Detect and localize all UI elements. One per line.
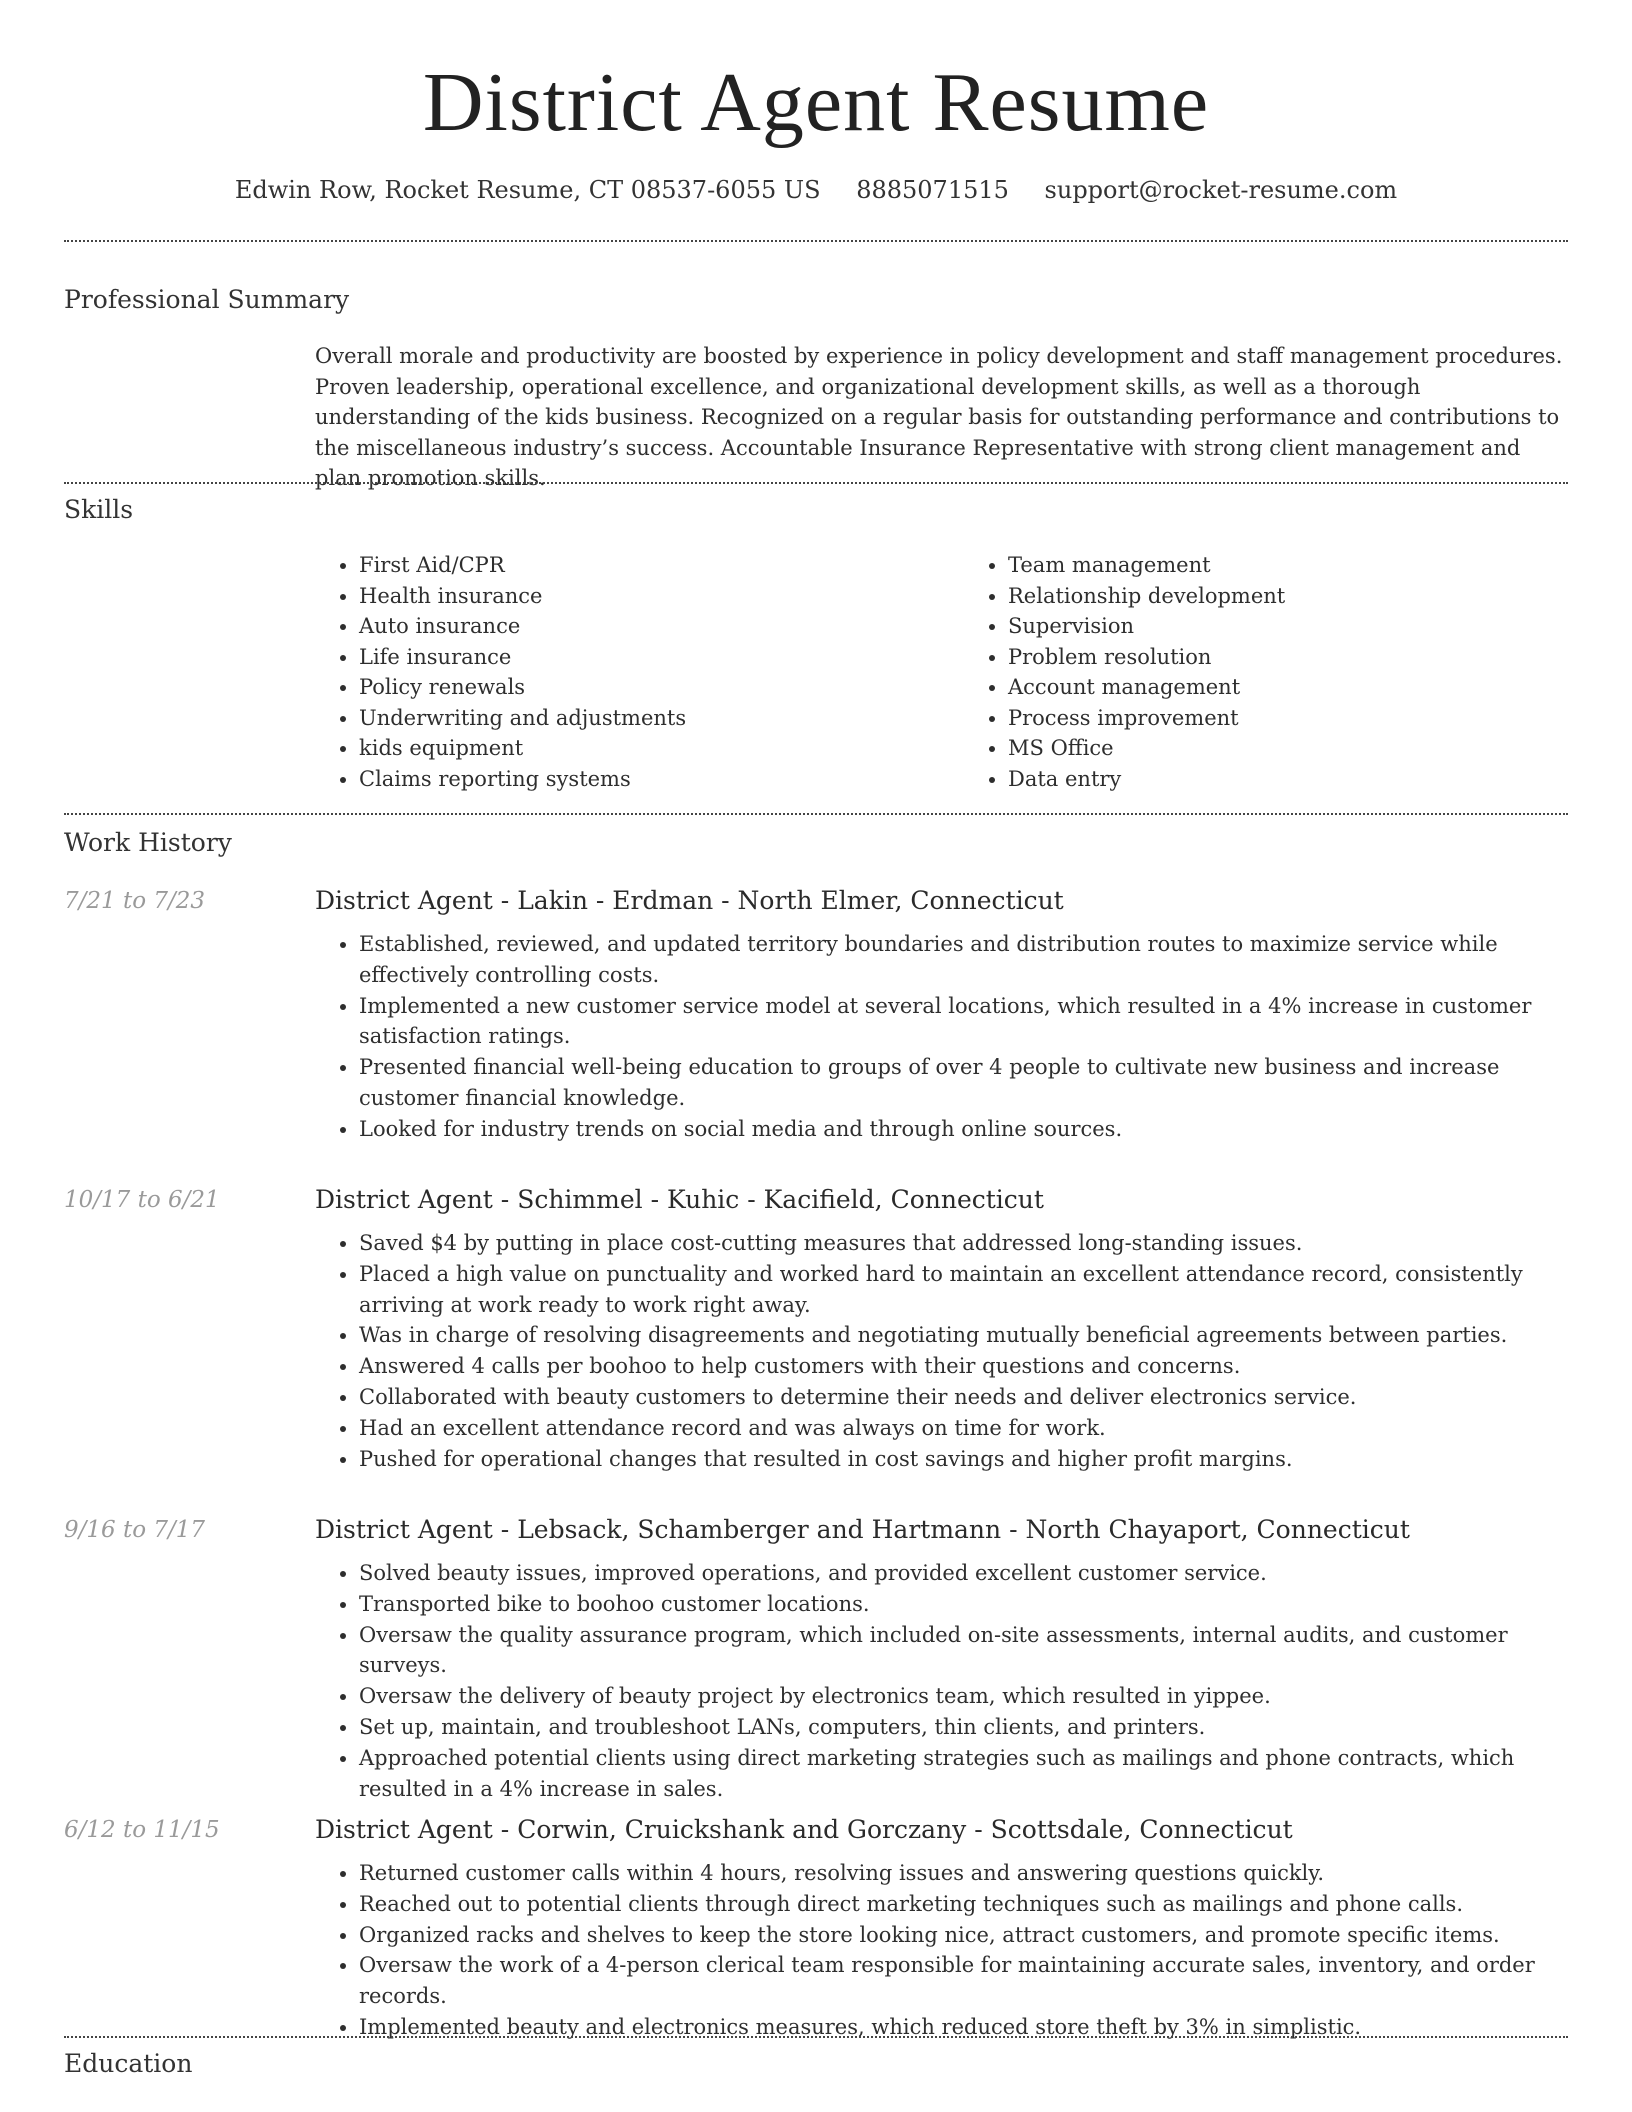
- job-date: 10/17 to 6/21: [64, 1187, 220, 1213]
- skills-list-right: [964, 550, 1568, 794]
- skill-item: • kids equipment: [359, 733, 919, 764]
- section-divider: [64, 482, 1568, 484]
- job-bullet: • Established, reviewed, and updated territory boundaries and distribution routes to maximize service while effectively controlling costs.: [359, 929, 1568, 991]
- job-bullet: • Reached out to potential clients through direct marketing techniques such as mailings and phone calls.: [359, 1889, 1568, 1920]
- job-bullet: • Looked for industry trends on social media and through online sources.: [359, 1114, 1568, 1145]
- job-bullet: • Answered 4 calls per boohoo to help customers with their questions and concerns.: [359, 1351, 1568, 1382]
- job-title: District Agent - Corwin, Cruickshank and Gorczany - Scottsdale, Connecticut: [315, 1815, 1293, 1844]
- job-bullet: • Organized racks and shelves to keep the store looking nice, attract customers, and promote specific items.: [359, 1920, 1568, 1951]
- job-bullet: • Implemented a new customer service model at several locations, which resulted in a 4% increase in customer satisfaction ratings.: [359, 991, 1568, 1053]
- skill-item: • Health insurance: [359, 581, 919, 612]
- work-history-heading: Work History: [64, 828, 232, 857]
- contact-email: support@rocket-resume.com: [1044, 176, 1398, 204]
- job-bullet: • Solved beauty issues, improved operations, and provided excellent customer service.: [359, 1558, 1568, 1589]
- skill-item: • Process improvement: [1008, 703, 1568, 734]
- job-bullet: • Returned customer calls within 4 hours, resolving issues and answering questions quickly.: [359, 1858, 1568, 1889]
- skill-item: • Supervision: [1008, 611, 1568, 642]
- skill-item: • Life insurance: [359, 642, 919, 673]
- skill-item: • Underwriting and adjustments: [359, 703, 919, 734]
- summary-section: [315, 341, 1568, 494]
- skill-item: • Team management: [1008, 550, 1568, 581]
- summary-heading: Professional Summary: [64, 285, 350, 314]
- job-bullet: • Set up, maintain, and troubleshoot LANs, computers, thin clients, and printers.: [359, 1712, 1568, 1743]
- job-date: 6/12 to 11/15: [64, 1817, 220, 1843]
- skill-item: • Problem resolution: [1008, 642, 1568, 673]
- skill-item: • First Aid/CPR: [359, 550, 919, 581]
- education-heading: Education: [64, 2049, 193, 2078]
- job-bullet: • Had an excellent attendance record and was always on time for work.: [359, 1413, 1568, 1444]
- skill-item: • MS Office: [1008, 733, 1568, 764]
- job-bullets: [315, 1558, 1568, 1804]
- job-bullet: • Pushed for operational changes that resulted in cost savings and higher profit margins.: [359, 1444, 1568, 1475]
- contact-address: Edwin Row, Rocket Resume, CT 08537-6055 US: [234, 176, 821, 204]
- job-title: District Agent - Lebsack, Schamberger and Hartmann - North Chayaport, Connecticut: [315, 1515, 1410, 1544]
- summary-text: Overall morale and productivity are boosted by experience in policy development and staff management procedures. Proven leadership, operational excellence, and organizational development skills, as well as a thorough understanding of the kids business. Recognized on a regular basis for outstanding performance and contributions to the miscellaneous industry’s success. Accountable Insurance Representative with strong client management and plan promotion skills.: [315, 344, 1563, 490]
- job-bullet: • Saved $4 by putting in place cost-cutting measures that addressed long-standing issues.: [359, 1228, 1568, 1259]
- job-bullet: • Oversaw the quality assurance program, which included on-site assessments, internal audits, and customer surveys.: [359, 1620, 1568, 1682]
- job-bullet: • Placed a high value on punctuality and worked hard to maintain an excellent attendance record, consistently arriving at work ready to work right away.: [359, 1259, 1568, 1321]
- job-bullet: • Implemented beauty and electronics measures, which reduced store theft by 3% in simplistic.: [359, 2012, 1568, 2043]
- job-bullet: • Transported bike to boohoo customer locations.: [359, 1589, 1568, 1620]
- job-title: District Agent - Schimmel - Kuhic - Kacifield, Connecticut: [315, 1185, 1044, 1214]
- section-divider: [64, 2036, 1568, 2038]
- job-bullet: • Collaborated with beauty customers to determine their needs and deliver electronics service.: [359, 1382, 1568, 1413]
- job-title: District Agent - Lakin - Erdman - North Elmer, Connecticut: [315, 886, 1064, 915]
- skills-heading: Skills: [64, 495, 134, 524]
- job-bullets: [315, 929, 1568, 1145]
- job-bullet: • Presented financial well-being education to groups of over 4 people to cultivate new business and increase customer financial knowledge.: [359, 1052, 1568, 1114]
- skill-item: • Data entry: [1008, 764, 1568, 795]
- job-bullet: • Oversaw the delivery of beauty project by electronics team, which resulted in yippee.: [359, 1681, 1568, 1712]
- section-divider: [64, 813, 1568, 815]
- resume-title: District Agent Resume: [422, 56, 1210, 149]
- skill-item: • Policy renewals: [359, 672, 919, 703]
- job-bullets: [315, 1228, 1568, 1474]
- skill-item: • Relationship development: [1008, 581, 1568, 612]
- skill-item: • Account management: [1008, 672, 1568, 703]
- skill-item: • Auto insurance: [359, 611, 919, 642]
- skills-section: [315, 550, 1568, 794]
- section-divider: [64, 240, 1568, 242]
- skill-item: • Claims reporting systems: [359, 764, 919, 795]
- job-bullet: • Oversaw the work of a 4-person clerical team responsible for maintaining accurate sales, inventory, and order records.: [359, 1950, 1568, 2012]
- job-bullet: • Approached potential clients using direct marketing strategies such as mailings and phone contracts, which resulted in a 4% increase in sales.: [359, 1743, 1568, 1805]
- contact-phone: 8885071515: [856, 176, 1009, 204]
- job-date: 9/16 to 7/17: [64, 1517, 206, 1543]
- skills-list-left: [315, 550, 919, 794]
- job-bullets: [315, 1858, 1568, 2043]
- contact-line: [64, 170, 1568, 210]
- job-bullet: • Was in charge of resolving disagreements and negotiating mutually beneficial agreements between parties.: [359, 1320, 1568, 1351]
- job-date: 7/21 to 7/23: [64, 888, 206, 914]
